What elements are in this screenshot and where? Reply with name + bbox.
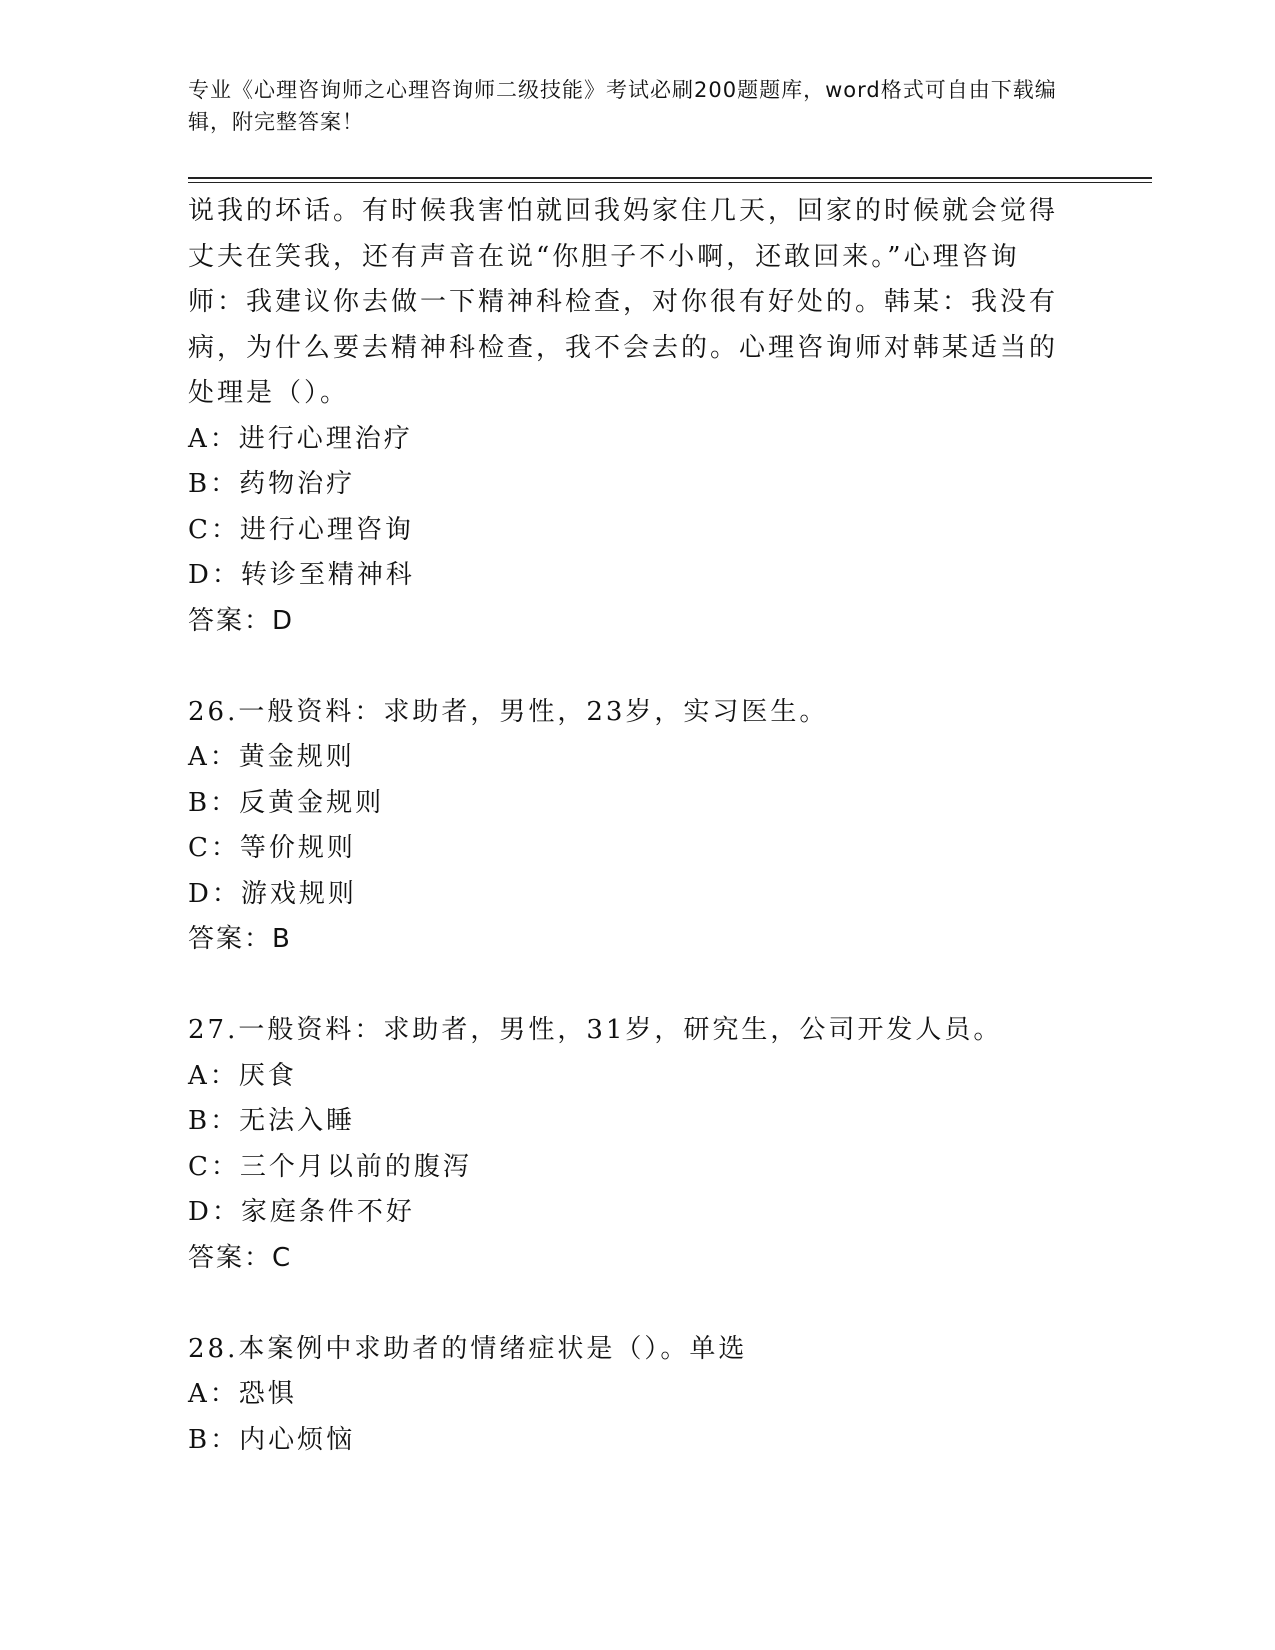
option-d: D：转诊至精神科 [188, 560, 415, 590]
question-stem: 27.一般资料：求助者，男性，31岁，研究生，公司开发人员。 [188, 1015, 1003, 1045]
option-b: B：内心烦恼 [188, 1424, 356, 1455]
option-a: A：厌食 [188, 1060, 297, 1091]
option-d: D：家庭条件不好 [188, 1197, 415, 1227]
option-b: B：反黄金规则 [188, 787, 385, 818]
option-c: C：三个月以前的腹泻 [188, 1151, 472, 1182]
answer-line: 答案：C [188, 1242, 293, 1273]
option-a: A：进行心理治疗 [188, 423, 413, 454]
header-divider-thin [188, 182, 1152, 183]
option-c: C：等价规则 [188, 833, 356, 863]
option-d: D：游戏规则 [188, 878, 357, 909]
question-stem: 26.一般资料：求助者，男性，23岁，实习医生。 [188, 696, 829, 727]
option-b: B：无法入睡 [188, 1106, 356, 1136]
document-body [188, 189, 1068, 1463]
option-a: A：黄金规则 [188, 742, 355, 772]
option-c: C：进行心理咨询 [188, 514, 414, 545]
question-continuation-text: 说我的坏话。有时候我害怕就回我妈家住几天，回家的时候就会觉得丈夫在笑我，还有声音在说“你胆子不小啊，还敢回来。”心理咨询师：我建议你去做一下精神科检查，对你很有好处的。韩某：我没有病，为什么要去精神科检查，我不会去的。心理咨询师对韩某适当的处理是（）。 [188, 196, 1059, 408]
option-b: B：药物治疗 [188, 469, 356, 499]
document-header: 专业《心理咨询师之心理咨询师二级技能》考试必刷200题题库，word格式可自由下载编辑，附完整答案！ [188, 78, 1057, 134]
header-divider-thick [188, 177, 1152, 179]
option-a: A：恐惧 [188, 1379, 297, 1409]
answer-line: 答案：D [188, 605, 295, 636]
answer-line: 答案：B [188, 924, 292, 954]
question-stem: 28.本案例中求助者的情绪症状是（）。单选 [188, 1333, 748, 1364]
